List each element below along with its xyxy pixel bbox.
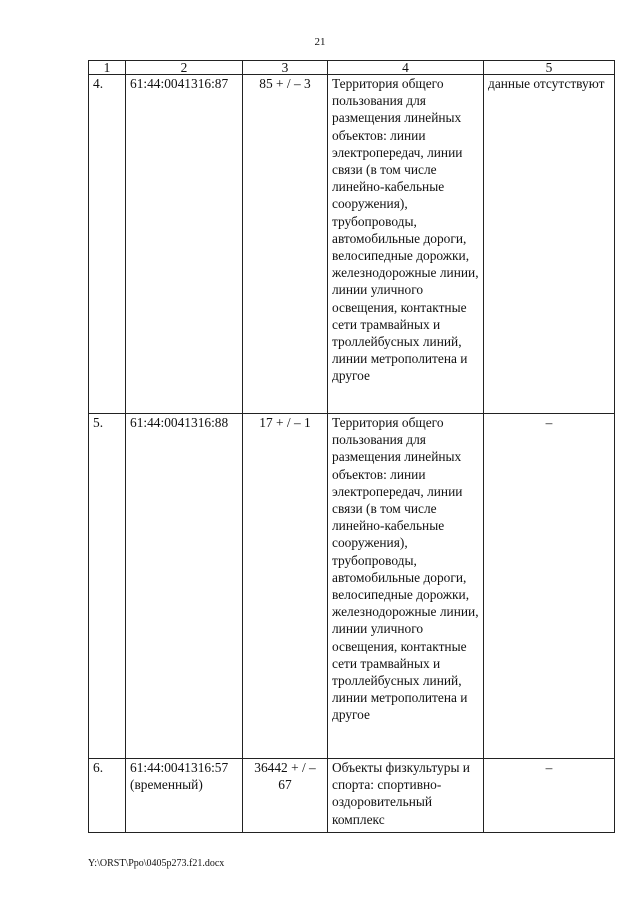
purpose-text: Территория общего пользования для размещения линейных объектов: линии электропередач, линии связи (в том числе линейно-кабельные сооружения), трубопроводы, автомобильные дороги, велосипедные дорожки, железнодорожные линии, линии уличного освещения, контактные сети трамвайных и троллейбусных линий, линии метрополитена и другое (328, 414, 484, 759)
purpose-text: Территория общего пользования для размещения линейных объектов: линии электропередач, линии связи (в том числе линейно-кабельные сооружения), трубопроводы, автомобильные дороги, велосипедные дорожки, железнодорожные линии, линии уличного освещения, контактные сети трамвайных и троллейбусных линий, линии метрополитена и другое (328, 75, 484, 414)
area-value: 36442 + / – 67 (243, 759, 328, 833)
info-text: – (484, 414, 615, 759)
row-number: 4. (89, 75, 126, 414)
header-col-5: 5 (484, 61, 615, 75)
purpose-text: Объекты физкультуры и спорта: спортивно-оздоровительный комплекс (328, 759, 484, 833)
area-value: 17 + / – 1 (243, 414, 328, 759)
land-plots-table (88, 60, 615, 833)
cadastral-number-text: 61:44:0041316:88 (130, 415, 229, 430)
row-number: 5. (89, 414, 126, 759)
header-col-4: 4 (328, 61, 484, 75)
table-row (89, 75, 615, 414)
cadastral-number (126, 75, 243, 414)
cadastral-number (126, 414, 243, 759)
area-value: 85 + / – 3 (243, 75, 328, 414)
cadastral-number-text: 61:44:0041316:87 (130, 76, 229, 91)
cadastral-number (126, 759, 243, 833)
info-text: – (484, 759, 615, 833)
table-row (89, 414, 615, 759)
info-text: данные отсутствуют (484, 75, 615, 414)
row-number: 6. (89, 759, 126, 833)
cadastral-number-text: 61:44:0041316:57 (130, 760, 229, 775)
cadastral-note: (временный) (130, 777, 203, 793)
header-col-3: 3 (243, 61, 328, 75)
header-col-2: 2 (126, 61, 243, 75)
file-path-footer: Y:\ORST\Ppo\0405p273.f21.docx (88, 858, 225, 869)
table-header-row (89, 61, 615, 75)
page-number: 21 (314, 36, 326, 48)
header-col-1: 1 (89, 61, 126, 75)
table-row (89, 759, 615, 833)
